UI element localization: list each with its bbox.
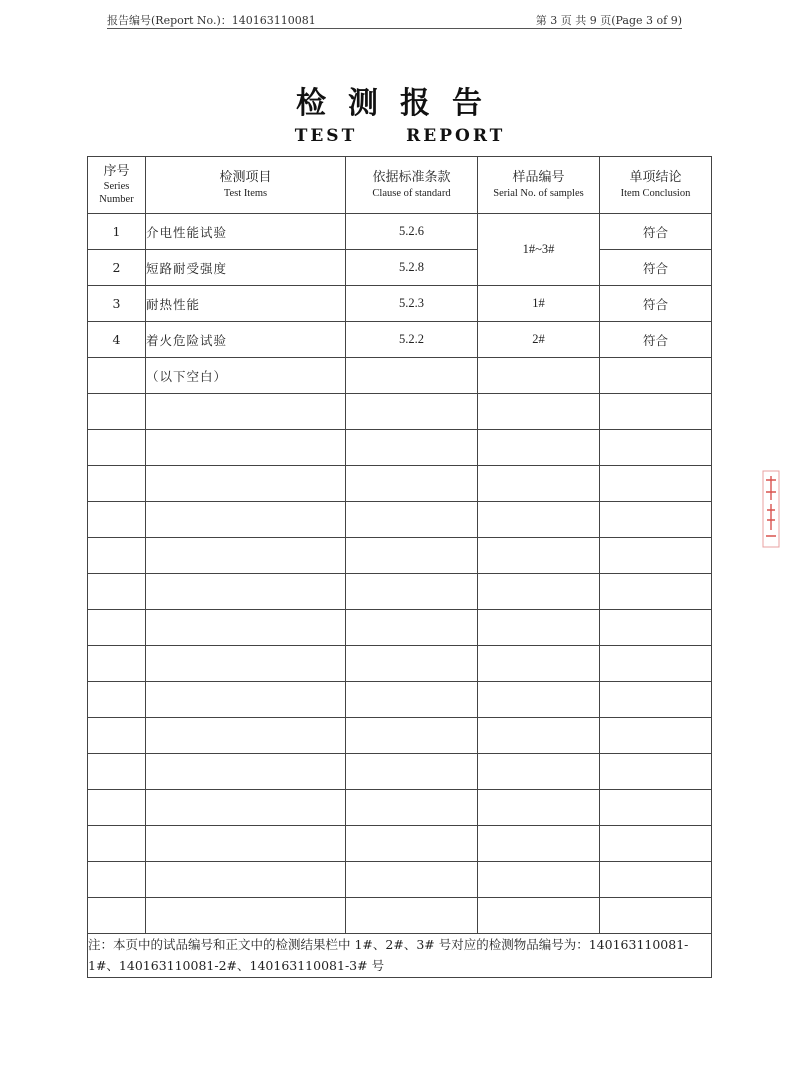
cell-empty — [600, 430, 712, 466]
cell-empty — [88, 826, 146, 862]
cell-empty — [346, 358, 478, 394]
report-title-cn: 检测报告 — [296, 86, 504, 121]
cell-empty — [88, 502, 146, 538]
cell-empty — [346, 682, 478, 718]
table-row-empty — [88, 574, 712, 610]
cell-conclusion: 符合 — [600, 214, 712, 250]
cell-empty — [346, 646, 478, 682]
cell-empty — [346, 466, 478, 502]
header-conclusion: 单项结论 Item Conclusion — [600, 157, 712, 214]
seal-stamp — [762, 470, 780, 548]
cell-empty — [146, 898, 346, 934]
cell-empty — [478, 358, 600, 394]
cell-empty — [600, 898, 712, 934]
table-row-empty — [88, 826, 712, 862]
cell-empty — [600, 646, 712, 682]
cell-empty — [600, 862, 712, 898]
table-row-empty — [88, 502, 712, 538]
cell-empty — [346, 394, 478, 430]
header-sample-no: 样品编号 Serial No. of samples — [478, 157, 600, 214]
cell-clause: 5.2.8 — [346, 250, 478, 286]
cell-empty — [88, 646, 146, 682]
table-row-empty — [88, 610, 712, 646]
cell-number: 3 — [88, 286, 146, 322]
cell-empty — [146, 826, 346, 862]
cell-empty — [478, 790, 600, 826]
cell-empty — [146, 646, 346, 682]
cell-empty — [600, 790, 712, 826]
table-row-empty — [88, 682, 712, 718]
cell-empty — [600, 682, 712, 718]
table-row-empty — [88, 646, 712, 682]
cell-empty — [478, 466, 600, 502]
cell-clause: 5.2.2 — [346, 322, 478, 358]
cell-empty — [146, 610, 346, 646]
cell-empty — [600, 394, 712, 430]
table-row-empty — [88, 754, 712, 790]
cell-empty — [88, 466, 146, 502]
cell-clause: 5.2.3 — [346, 286, 478, 322]
cell-empty — [146, 754, 346, 790]
cell-empty — [146, 682, 346, 718]
header-series-number: 序号 Series Number — [88, 157, 146, 214]
cell-empty — [88, 358, 146, 394]
cell-test-item: 介电性能试验 — [146, 214, 346, 250]
cell-empty — [478, 538, 600, 574]
cell-empty — [478, 430, 600, 466]
cell-empty — [478, 574, 600, 610]
cell-empty — [346, 826, 478, 862]
cell-empty — [600, 754, 712, 790]
cell-conclusion: 符合 — [600, 286, 712, 322]
cell-conclusion: 符合 — [600, 250, 712, 286]
cell-empty — [478, 862, 600, 898]
cell-empty — [478, 502, 600, 538]
cell-empty — [346, 898, 478, 934]
cell-empty — [478, 718, 600, 754]
report-number: 报告编号(Report No.)：140163110081 — [107, 14, 316, 27]
cell-empty — [600, 358, 712, 394]
cell-empty — [146, 466, 346, 502]
cell-empty — [346, 790, 478, 826]
cell-test-item: 短路耐受强度 — [146, 250, 346, 286]
cell-empty — [346, 538, 478, 574]
cell-empty — [146, 538, 346, 574]
page-number: 第 3 页 共 9 页(Page 3 of 9) — [535, 14, 682, 27]
header-test-items: 检测项目 Test Items — [146, 157, 346, 214]
table-row-empty — [88, 430, 712, 466]
table-row-empty — [88, 538, 712, 574]
cell-test-item: 耐热性能 — [146, 286, 346, 322]
cell-number: 4 — [88, 322, 146, 358]
cell-empty — [346, 502, 478, 538]
cell-empty — [478, 898, 600, 934]
report-title-en: TEST REPORT — [294, 126, 506, 146]
cell-empty — [478, 646, 600, 682]
cell-empty — [346, 610, 478, 646]
cell-empty — [600, 574, 712, 610]
cell-sample-no: 1#~3# — [478, 214, 600, 286]
footnote: 注：本页中的试品编号和正文中的检测结果栏中 1#、2#、3# 号对应的检测物品编号为：140163110081-1#、140163110081-2#、140163110081-3# 号 — [88, 934, 712, 978]
cell-empty — [600, 538, 712, 574]
table-row — [88, 286, 712, 322]
cell-empty — [146, 718, 346, 754]
cell-empty — [346, 574, 478, 610]
cell-empty — [88, 862, 146, 898]
cell-empty — [88, 898, 146, 934]
cell-empty — [146, 430, 346, 466]
table-row-blank-marker — [88, 358, 712, 394]
cell-empty — [478, 754, 600, 790]
cell-number: 1 — [88, 214, 146, 250]
page-header — [107, 8, 682, 29]
cell-empty — [600, 826, 712, 862]
cell-empty — [478, 826, 600, 862]
cell-empty — [346, 718, 478, 754]
table-row — [88, 322, 712, 358]
table-row-empty — [88, 718, 712, 754]
cell-empty — [346, 754, 478, 790]
cell-empty — [600, 502, 712, 538]
cell-empty — [346, 862, 478, 898]
cell-empty — [146, 394, 346, 430]
cell-conclusion: 符合 — [600, 322, 712, 358]
table-row — [88, 250, 712, 286]
cell-sample-no: 2# — [478, 322, 600, 358]
cell-empty — [478, 394, 600, 430]
cell-number: 2 — [88, 250, 146, 286]
cell-clause: 5.2.6 — [346, 214, 478, 250]
cell-empty — [146, 790, 346, 826]
cell-empty — [88, 610, 146, 646]
cell-empty — [600, 466, 712, 502]
table-row-empty — [88, 790, 712, 826]
table-row-empty — [88, 394, 712, 430]
cell-empty — [88, 790, 146, 826]
cell-empty — [88, 430, 146, 466]
table-header-row — [88, 157, 712, 214]
blank-below-marker: （以下空白） — [146, 358, 346, 394]
cell-test-item: 着火危险试验 — [146, 322, 346, 358]
test-results-table — [87, 156, 712, 978]
table-row-empty — [88, 862, 712, 898]
cell-empty — [88, 718, 146, 754]
cell-empty — [346, 430, 478, 466]
note-row — [88, 934, 712, 978]
cell-empty — [88, 574, 146, 610]
cell-empty — [88, 682, 146, 718]
cell-empty — [600, 718, 712, 754]
cell-empty — [478, 610, 600, 646]
cell-empty — [146, 574, 346, 610]
table-row — [88, 214, 712, 250]
table-row-empty — [88, 466, 712, 502]
cell-sample-no: 1# — [478, 286, 600, 322]
cell-empty — [600, 610, 712, 646]
cell-empty — [146, 502, 346, 538]
header-clause: 依据标准条款 Clause of standard — [346, 157, 478, 214]
cell-empty — [88, 754, 146, 790]
table-row-empty — [88, 898, 712, 934]
cell-empty — [146, 862, 346, 898]
cell-empty — [88, 394, 146, 430]
cell-empty — [478, 682, 600, 718]
cell-empty — [88, 538, 146, 574]
